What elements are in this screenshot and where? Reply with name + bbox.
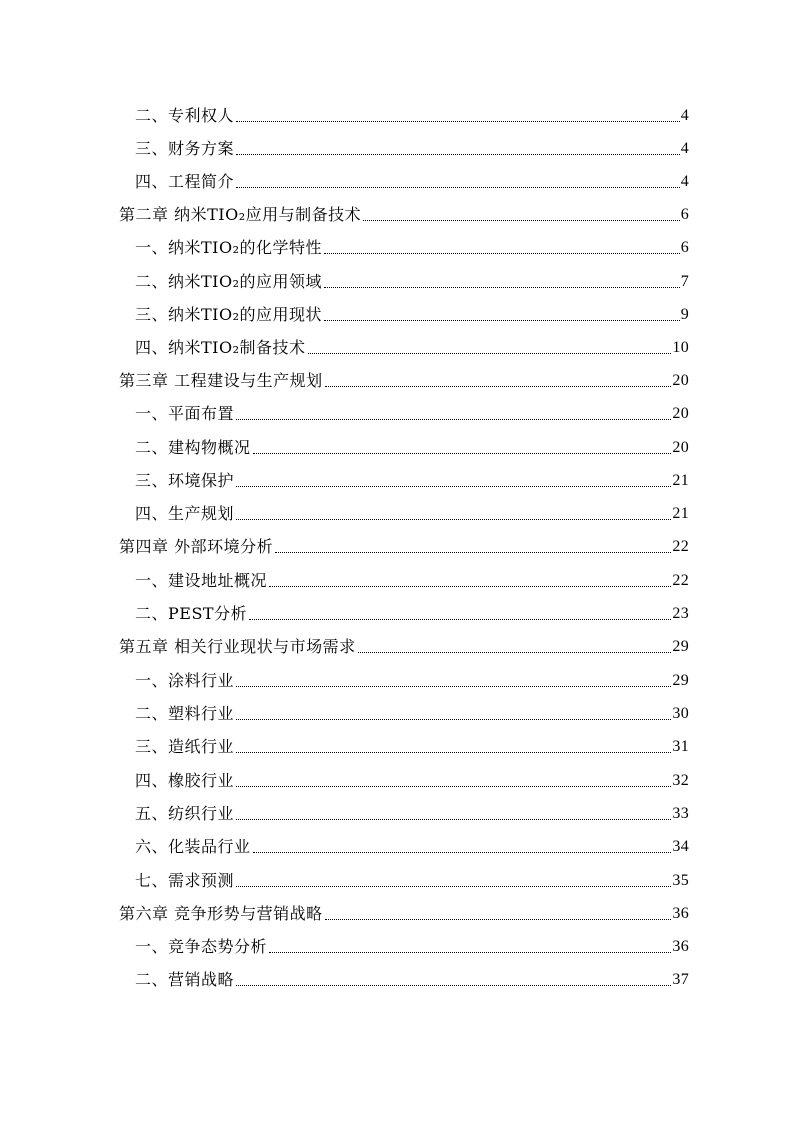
toc-leader-dots: [236, 485, 671, 487]
toc-entry-label: 二、建构物概况: [135, 438, 251, 457]
toc-entry-label: 三、纳米TIO₂的应用现状: [135, 305, 323, 324]
toc-page-number: 30: [672, 705, 689, 722]
toc-page-number: 35: [672, 872, 689, 889]
toc-entry-label: 四、工程简介: [135, 172, 235, 191]
toc-page-number: 21: [672, 505, 689, 522]
toc-page-number: 6: [680, 206, 689, 223]
toc-entry[interactable]: [135, 665, 689, 691]
toc-entry-label: 二、营销战略: [135, 970, 235, 989]
toc-entry[interactable]: [135, 498, 689, 524]
toc-leader-dots: [275, 551, 671, 553]
toc-entry-label: 四、纳米TIO₂制备技术: [135, 338, 306, 357]
toc-entry[interactable]: [135, 731, 689, 757]
toc-entry-label: 五、纺织行业: [135, 804, 235, 823]
toc-entry[interactable]: [135, 565, 689, 591]
toc-leader-dots: [325, 918, 672, 920]
toc-chapter-entry[interactable]: [119, 898, 689, 924]
toc-leader-dots: [249, 618, 671, 620]
toc-page-number: 20: [672, 439, 689, 456]
toc-entry-label: 一、涂料行业: [135, 671, 235, 690]
toc-entry-label: 第六章 竞争形势与营销战略: [119, 904, 323, 923]
toc-entry[interactable]: [135, 964, 689, 990]
toc-entry-label: 二、专利权人: [135, 106, 235, 125]
toc-leader-dots: [236, 418, 671, 420]
toc-page-number: 10: [672, 339, 689, 356]
toc-page-number: 20: [672, 372, 689, 389]
toc-entry[interactable]: [135, 166, 689, 192]
toc-leader-dots: [236, 186, 680, 188]
toc-page-number: 29: [672, 638, 689, 655]
toc-entry[interactable]: [135, 133, 689, 159]
toc-page-number: 9: [680, 306, 689, 323]
toc-entry[interactable]: [135, 266, 689, 292]
toc-page-number: 4: [680, 173, 689, 190]
toc-entry-label: 一、竞争态势分析: [135, 937, 268, 956]
toc-entry-label: 四、生产规划: [135, 504, 235, 523]
toc-page-number: 32: [672, 772, 689, 789]
toc-entry[interactable]: [135, 865, 689, 891]
toc-entry[interactable]: [135, 398, 689, 424]
toc-leader-dots: [253, 452, 672, 454]
toc-entry[interactable]: [135, 232, 689, 258]
toc-leader-dots: [363, 219, 680, 221]
toc-entry-label: 七、需求预测: [135, 871, 235, 890]
toc-entry-label: 第二章 纳米TIO₂应用与制备技术: [119, 205, 362, 224]
toc-page-number: 6: [680, 239, 689, 256]
toc-page-number: 37: [672, 971, 689, 988]
toc-entry[interactable]: [135, 299, 689, 325]
toc-leader-dots: [308, 352, 672, 354]
toc-leader-dots: [324, 286, 680, 288]
toc-leader-dots: [236, 718, 671, 720]
toc-entry-label: 第三章 工程建设与生产规划: [119, 371, 323, 390]
toc-page-number: 33: [672, 805, 689, 822]
toc-leader-dots: [236, 785, 671, 787]
toc-page-number: 31: [672, 738, 689, 755]
toc-entry[interactable]: [135, 598, 689, 624]
toc-page-number: 21: [672, 472, 689, 489]
toc-entry-label: 二、PEST分析: [135, 604, 248, 623]
toc-page-number: 4: [680, 107, 689, 124]
toc-leader-dots: [358, 651, 672, 653]
toc-leader-dots: [236, 751, 671, 753]
toc-entry-label: 二、纳米TIO₂的应用领域: [135, 272, 323, 291]
toc-entry[interactable]: [135, 432, 689, 458]
toc-leader-dots: [253, 851, 672, 853]
toc-entry[interactable]: [135, 831, 689, 857]
toc-page-number: 4: [680, 140, 689, 157]
toc-entry-label: 一、平面布置: [135, 404, 235, 423]
toc-entry-label: 一、纳米TIO₂的化学特性: [135, 238, 323, 257]
toc-leader-dots: [236, 153, 680, 155]
toc-chapter-entry[interactable]: [119, 365, 689, 391]
toc-leader-dots: [269, 951, 671, 953]
toc-leader-dots: [269, 585, 671, 587]
toc-chapter-entry[interactable]: [119, 631, 689, 657]
toc-leader-dots: [324, 252, 680, 254]
toc-entry-label: 六、化装品行业: [135, 837, 251, 856]
toc-entry-label: 第四章 外部环境分析: [119, 537, 274, 556]
toc-chapter-entry[interactable]: [119, 531, 689, 557]
toc-entry[interactable]: [135, 465, 689, 491]
toc-entry-label: 第五章 相关行业现状与市场需求: [119, 637, 356, 656]
toc-page-number: 29: [672, 672, 689, 689]
toc-leader-dots: [236, 818, 671, 820]
toc-page-number: 22: [672, 572, 689, 589]
toc-page-number: 36: [672, 905, 689, 922]
toc-entry[interactable]: [135, 798, 689, 824]
toc-leader-dots: [236, 518, 671, 520]
toc-page-number: 23: [672, 605, 689, 622]
toc-entry[interactable]: [135, 765, 689, 791]
toc-page-number: 36: [672, 938, 689, 955]
toc-entry-label: 二、塑料行业: [135, 704, 235, 723]
toc-entry-label: 三、财务方案: [135, 139, 235, 158]
toc-leader-dots: [236, 885, 671, 887]
toc-leader-dots: [325, 385, 672, 387]
toc-chapter-entry[interactable]: [119, 199, 689, 225]
toc-page-number: 7: [680, 273, 689, 290]
toc-entry[interactable]: [135, 931, 689, 957]
toc-page-number: 20: [672, 405, 689, 422]
toc-entry[interactable]: [135, 698, 689, 724]
toc-entry-label: 三、造纸行业: [135, 737, 235, 756]
toc-page-number: 34: [672, 838, 689, 855]
toc-entry-label: 一、建设地址概况: [135, 571, 268, 590]
toc-leader-dots: [236, 984, 671, 986]
toc-leader-dots: [324, 319, 680, 321]
toc-entry-label: 三、环境保护: [135, 471, 235, 490]
toc-entry-label: 四、橡胶行业: [135, 771, 235, 790]
toc-leader-dots: [236, 685, 671, 687]
toc-leader-dots: [236, 120, 680, 122]
toc-entry[interactable]: [135, 332, 689, 358]
toc-page-number: 22: [672, 538, 689, 555]
toc-entry[interactable]: [135, 100, 689, 126]
